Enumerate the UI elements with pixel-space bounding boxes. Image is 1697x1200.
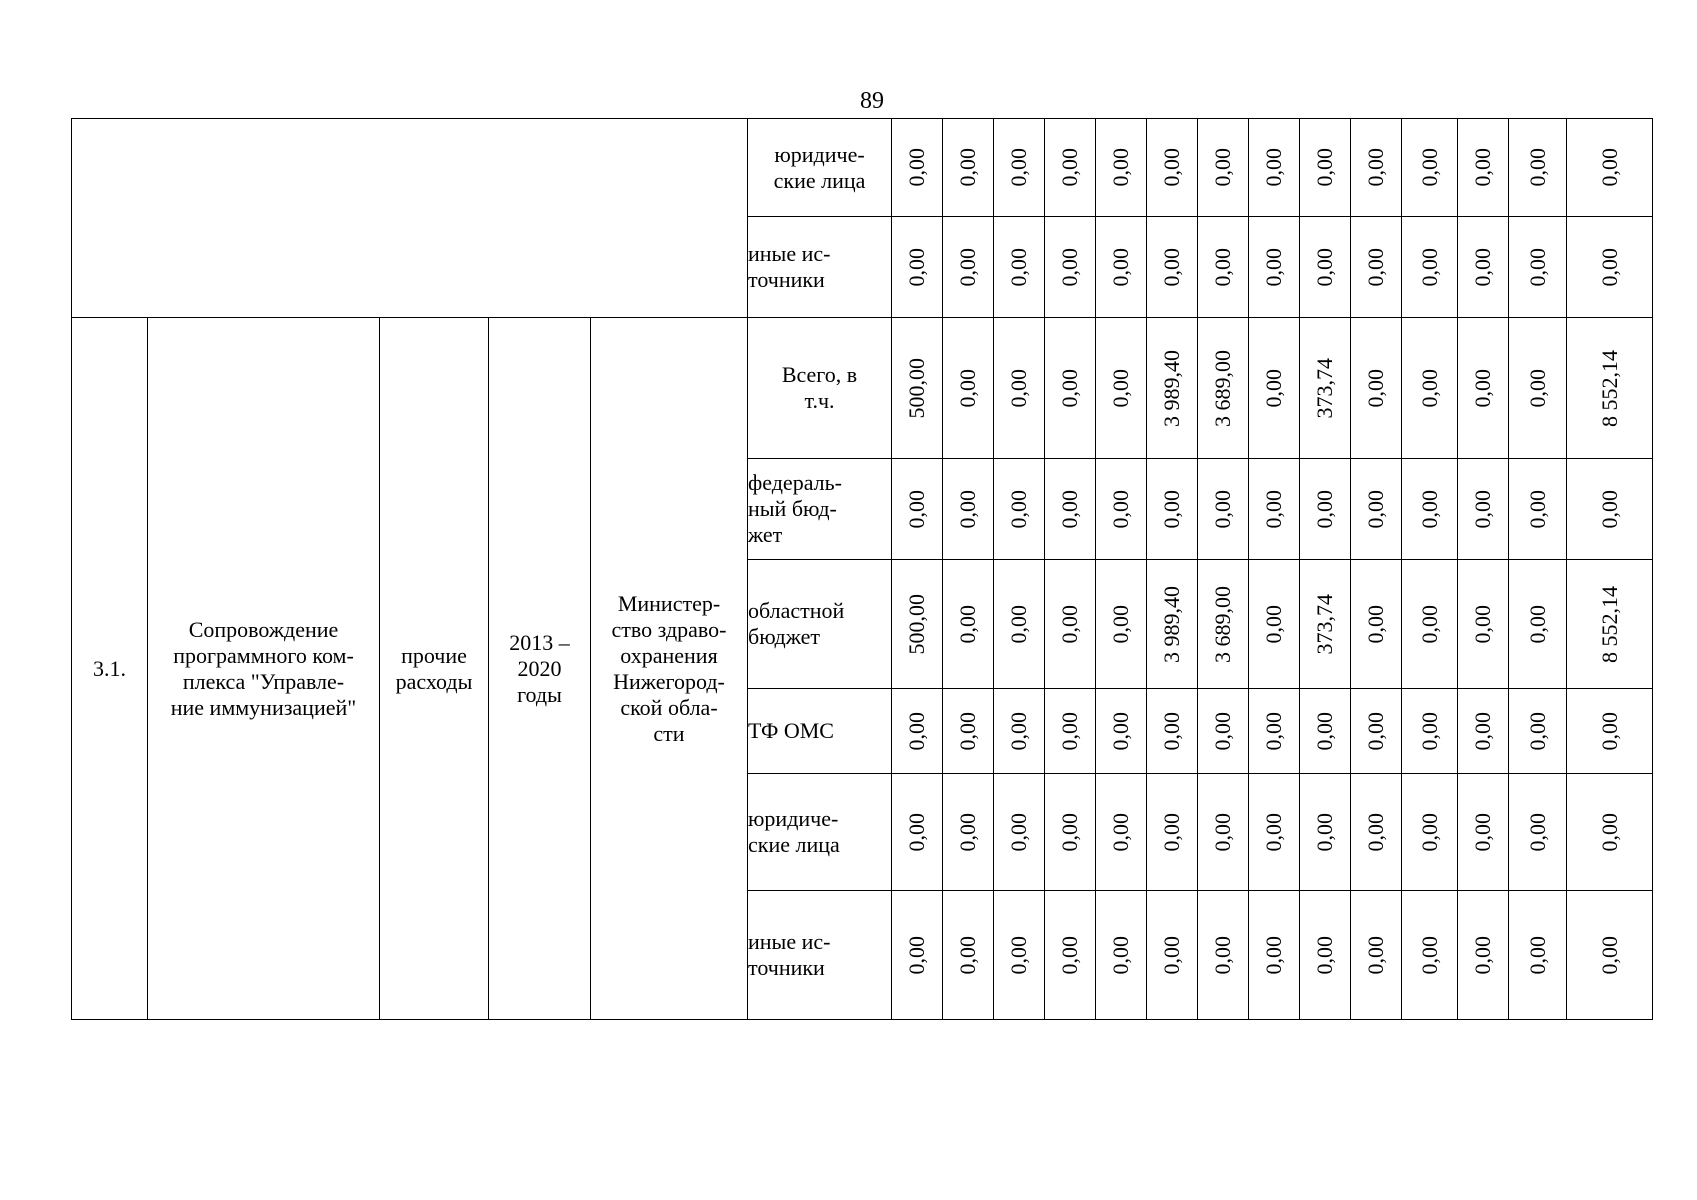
- funding-source-label: иные ис- точники: [748, 241, 831, 292]
- funding-source-cell: [748, 560, 892, 689]
- value-cell: [1147, 689, 1198, 774]
- value-cell: [1351, 774, 1402, 891]
- value-cell: [1045, 774, 1096, 891]
- value-cell: [1198, 689, 1249, 774]
- value-cell: [1300, 119, 1351, 217]
- funding-source-label: Всего, в т.ч.: [781, 362, 858, 413]
- value-cell: [1351, 689, 1402, 774]
- item-name-cell: [148, 318, 380, 1020]
- value-cell: [1300, 459, 1351, 560]
- value-cell: [1045, 689, 1096, 774]
- value-cell: [892, 689, 943, 774]
- value-text: 0,00: [955, 148, 980, 187]
- value-cell: [1458, 689, 1509, 774]
- value-text: 0,00: [1312, 148, 1337, 187]
- value-cell: [1300, 318, 1351, 459]
- value-text: 0,00: [1108, 148, 1133, 187]
- value-text: 0,00: [1470, 711, 1495, 751]
- value-text: 0,00: [1210, 935, 1235, 975]
- value-text: 0,00: [1159, 935, 1184, 975]
- value-cell: [1458, 560, 1509, 689]
- value-cell: [943, 119, 994, 217]
- value-cell: [1198, 459, 1249, 560]
- value-cell: [1402, 891, 1458, 1020]
- value-text: 0,00: [1524, 935, 1550, 975]
- value-cell: [1458, 318, 1509, 459]
- funding-source-label: ТФ ОМС: [748, 718, 834, 743]
- value-text: 0,00: [1108, 368, 1133, 408]
- value-cell: [1509, 459, 1567, 560]
- value-text: 0,00: [955, 247, 980, 287]
- funding-source-cell: [748, 217, 892, 318]
- value-text: 0,00: [1159, 247, 1184, 287]
- value-text: 0,00: [1210, 812, 1235, 852]
- value-text: 0,00: [1159, 812, 1184, 852]
- value-cell: [1147, 217, 1198, 318]
- value-cell: [1567, 560, 1653, 689]
- value-cell: [1147, 774, 1198, 891]
- budget-table: [71, 118, 1653, 1020]
- value-text: 0,00: [1363, 368, 1388, 408]
- value-cell: [1198, 217, 1249, 318]
- value-text: 0,00: [1006, 812, 1031, 852]
- value-cell: [1567, 891, 1653, 1020]
- value-text: 0,00: [1524, 711, 1550, 751]
- value-text: 0,00: [1261, 812, 1286, 852]
- value-text: 0,00: [1057, 604, 1082, 644]
- executor: Министер- ство здраво- охранения Нижегород- ской обла- сти: [611, 590, 727, 746]
- value-cell: [1351, 318, 1402, 459]
- value-cell: [1249, 318, 1300, 459]
- value-text: 500,00: [904, 357, 929, 419]
- value-text: 0,00: [1363, 247, 1388, 287]
- value-cell: [892, 891, 943, 1020]
- value-text: 0,00: [1596, 148, 1622, 187]
- value-cell: [1567, 318, 1653, 459]
- value-cell: [1096, 119, 1147, 217]
- value-text: 0,00: [1416, 247, 1442, 287]
- value-text: 0,00: [1596, 935, 1622, 975]
- value-cell: [1567, 774, 1653, 891]
- table-body: [72, 119, 1653, 1020]
- value-text: 0,00: [1416, 935, 1442, 975]
- value-cell: [1351, 119, 1402, 217]
- value-text: 0,00: [1312, 247, 1337, 287]
- value-cell: [1509, 560, 1567, 689]
- value-text: 0,00: [1210, 247, 1235, 287]
- value-cell: [994, 891, 1045, 1020]
- value-cell: [1198, 119, 1249, 217]
- value-text: 0,00: [1596, 812, 1622, 852]
- value-cell: [1147, 459, 1198, 560]
- item-number: 3.1.: [93, 655, 126, 681]
- value-cell: [1402, 774, 1458, 891]
- value-cell: [1198, 891, 1249, 1020]
- value-cell: [1249, 217, 1300, 318]
- value-cell: [994, 217, 1045, 318]
- value-text: 0,00: [1470, 935, 1495, 975]
- value-cell: [1198, 560, 1249, 689]
- value-text: 0,00: [1312, 489, 1337, 529]
- value-text: 0,00: [1261, 604, 1286, 644]
- value-text: 0,00: [1416, 711, 1442, 751]
- executor-cell: [591, 318, 748, 1020]
- value-cell: [1147, 891, 1198, 1020]
- value-cell: [1147, 560, 1198, 689]
- value-cell: [1402, 459, 1458, 560]
- value-cell: [1249, 459, 1300, 560]
- value-cell: [892, 119, 943, 217]
- period: 2013 – 2020 годы: [509, 629, 570, 707]
- value-cell: [1300, 891, 1351, 1020]
- value-text: 0,00: [1210, 711, 1235, 751]
- value-text: 0,00: [1006, 489, 1031, 529]
- value-cell: [1096, 459, 1147, 560]
- funding-source-cell: [748, 689, 892, 774]
- value-text: 0,00: [1596, 247, 1622, 287]
- value-cell: [994, 774, 1045, 891]
- value-cell: [1096, 774, 1147, 891]
- value-text: 0,00: [1363, 935, 1388, 975]
- value-text: 0,00: [1159, 489, 1184, 529]
- value-text: 0,00: [1057, 935, 1082, 975]
- value-text: 0,00: [1416, 148, 1442, 187]
- funding-source-label: областной бюджет: [748, 598, 845, 649]
- value-text: 0,00: [955, 711, 980, 751]
- value-text: 0,00: [1312, 935, 1337, 975]
- value-cell: [1458, 774, 1509, 891]
- value-text: 0,00: [1312, 812, 1337, 852]
- value-text: 373,74: [1312, 593, 1337, 655]
- funding-source-cell: [748, 318, 892, 459]
- value-text: 0,00: [955, 368, 980, 408]
- value-cell: [1045, 217, 1096, 318]
- value-text: 0,00: [904, 489, 929, 529]
- value-cell: [994, 689, 1045, 774]
- value-cell: [892, 318, 943, 459]
- value-cell: [943, 217, 994, 318]
- value-cell: [1249, 560, 1300, 689]
- value-cell: [1351, 459, 1402, 560]
- value-text: 3 689,00: [1210, 585, 1235, 663]
- value-cell: [1300, 560, 1351, 689]
- value-cell: [943, 774, 994, 891]
- value-cell: [943, 689, 994, 774]
- value-text: 0,00: [1057, 711, 1082, 751]
- period-cell: [489, 318, 591, 1020]
- value-text: 0,00: [1596, 711, 1622, 751]
- value-cell: [1045, 891, 1096, 1020]
- value-cell: [1509, 217, 1567, 318]
- value-cell: [1147, 119, 1198, 217]
- value-cell: [1249, 891, 1300, 1020]
- value-text: 0,00: [904, 812, 929, 852]
- expense-type: прочие расходы: [395, 642, 473, 694]
- funding-source-label: федераль- ный бюд- жет: [748, 470, 842, 547]
- value-cell: [994, 560, 1045, 689]
- value-text: 0,00: [955, 935, 980, 975]
- value-cell: [1458, 891, 1509, 1020]
- value-text: 0,00: [1470, 812, 1495, 852]
- value-text: 8 552,14: [1596, 349, 1622, 427]
- value-text: 0,00: [1057, 247, 1082, 287]
- value-cell: [1096, 891, 1147, 1020]
- value-text: 0,00: [1108, 935, 1133, 975]
- value-text: 0,00: [1006, 604, 1031, 644]
- value-cell: [1045, 119, 1096, 217]
- funding-source-cell: [748, 459, 892, 560]
- value-cell: [1509, 891, 1567, 1020]
- value-text: 500,00: [904, 593, 929, 655]
- value-text: 8 552,14: [1596, 585, 1622, 663]
- funding-source-cell: [748, 774, 892, 891]
- value-cell: [1249, 119, 1300, 217]
- value-text: 3 989,40: [1159, 349, 1184, 427]
- value-cell: [1402, 119, 1458, 217]
- value-cell: [1147, 318, 1198, 459]
- funding-source-cell: [748, 891, 892, 1020]
- value-cell: [1300, 774, 1351, 891]
- value-cell: [1198, 774, 1249, 891]
- value-cell: [892, 560, 943, 689]
- value-text: 0,00: [1416, 368, 1442, 408]
- value-text: 0,00: [1108, 489, 1133, 529]
- value-text: 0,00: [1363, 711, 1388, 751]
- value-cell: [994, 318, 1045, 459]
- value-text: 0,00: [1524, 247, 1550, 287]
- value-text: 0,00: [1261, 489, 1286, 529]
- value-cell: [994, 119, 1045, 217]
- value-cell: [1458, 217, 1509, 318]
- value-cell: [1567, 217, 1653, 318]
- value-cell: [1096, 217, 1147, 318]
- value-text: 0,00: [1261, 148, 1286, 187]
- value-text: 0,00: [904, 935, 929, 975]
- value-text: 0,00: [1261, 247, 1286, 287]
- value-text: 0,00: [1057, 148, 1082, 187]
- value-cell: [1509, 119, 1567, 217]
- value-cell: [1249, 774, 1300, 891]
- value-text: 0,00: [1596, 489, 1622, 529]
- funding-source-cell: [748, 119, 892, 217]
- value-cell: [994, 459, 1045, 560]
- value-cell: [892, 459, 943, 560]
- item-name: Сопровождение программного ком- плекса "Управле- ние иммунизацией": [170, 616, 357, 720]
- value-cell: [1509, 318, 1567, 459]
- value-text: 0,00: [1470, 604, 1495, 644]
- value-text: 0,00: [955, 489, 980, 529]
- value-text: 0,00: [955, 604, 980, 644]
- value-text: 0,00: [1210, 489, 1235, 529]
- value-text: 0,00: [904, 711, 929, 751]
- value-text: 0,00: [1006, 368, 1031, 408]
- value-text: 0,00: [1108, 604, 1133, 644]
- value-cell: [1300, 217, 1351, 318]
- value-text: 0,00: [904, 148, 929, 187]
- value-text: 0,00: [1261, 935, 1286, 975]
- value-text: 0,00: [1159, 711, 1184, 751]
- value-cell: [1402, 689, 1458, 774]
- value-cell: [943, 891, 994, 1020]
- value-text: 0,00: [1470, 247, 1495, 287]
- value-text: 0,00: [1363, 148, 1388, 187]
- value-text: 3 689,00: [1210, 349, 1235, 427]
- value-text: 0,00: [1524, 148, 1550, 187]
- value-cell: [1458, 119, 1509, 217]
- continued-row: [72, 119, 1653, 217]
- value-cell: [1567, 119, 1653, 217]
- value-text: 0,00: [1159, 148, 1184, 187]
- item-number-cell: [72, 318, 148, 1020]
- value-cell: [1458, 459, 1509, 560]
- value-text: 0,00: [1416, 489, 1442, 529]
- value-text: 0,00: [1524, 368, 1550, 408]
- value-cell: [1096, 318, 1147, 459]
- value-cell: [1045, 318, 1096, 459]
- value-cell: [1509, 689, 1567, 774]
- page-number: 89: [860, 88, 884, 114]
- value-text: 0,00: [1057, 812, 1082, 852]
- value-cell: [1096, 689, 1147, 774]
- value-text: 0,00: [1363, 489, 1388, 529]
- value-text: 0,00: [1006, 247, 1031, 287]
- funding-source-label: юридиче- ские лица: [748, 806, 840, 857]
- value-text: 0,00: [1416, 812, 1442, 852]
- value-cell: [1198, 318, 1249, 459]
- value-cell: [1509, 774, 1567, 891]
- value-text: 0,00: [1210, 148, 1235, 187]
- value-text: 0,00: [1363, 812, 1388, 852]
- value-cell: [1567, 689, 1653, 774]
- value-text: 0,00: [1261, 368, 1286, 408]
- value-cell: [892, 774, 943, 891]
- value-text: 0,00: [1312, 711, 1337, 751]
- value-text: 0,00: [1261, 711, 1286, 751]
- value-text: 0,00: [955, 812, 980, 852]
- value-text: 0,00: [1524, 489, 1550, 529]
- value-text: 0,00: [1006, 935, 1031, 975]
- value-text: 0,00: [1470, 489, 1495, 529]
- value-text: 0,00: [1006, 711, 1031, 751]
- value-cell: [1249, 689, 1300, 774]
- value-text: 0,00: [1363, 604, 1388, 644]
- value-text: 0,00: [904, 247, 929, 287]
- continued-blank-cell: [72, 119, 748, 318]
- value-text: 0,00: [1057, 489, 1082, 529]
- value-cell: [1045, 560, 1096, 689]
- value-cell: [1402, 217, 1458, 318]
- value-text: 0,00: [1006, 148, 1031, 187]
- value-text: 373,74: [1312, 357, 1337, 419]
- value-cell: [1402, 560, 1458, 689]
- value-cell: [1351, 560, 1402, 689]
- value-cell: [1351, 217, 1402, 318]
- value-cell: [943, 459, 994, 560]
- value-text: 0,00: [1470, 148, 1495, 187]
- value-cell: [943, 318, 994, 459]
- expense-type-cell: [380, 318, 489, 1020]
- value-cell: [892, 217, 943, 318]
- value-cell: [1096, 560, 1147, 689]
- value-text: 0,00: [1108, 711, 1133, 751]
- value-cell: [1402, 318, 1458, 459]
- value-text: 0,00: [1057, 368, 1082, 408]
- value-text: 0,00: [1416, 604, 1442, 644]
- funding-source-label: иные ис- точники: [748, 929, 831, 980]
- value-text: 3 989,40: [1159, 585, 1184, 663]
- value-cell: [1045, 459, 1096, 560]
- item-row: [72, 318, 1653, 459]
- value-cell: [1300, 689, 1351, 774]
- value-text: 0,00: [1470, 368, 1495, 408]
- value-cell: [943, 560, 994, 689]
- value-cell: [1567, 459, 1653, 560]
- value-cell: [1351, 891, 1402, 1020]
- value-text: 0,00: [1524, 812, 1550, 852]
- value-text: 0,00: [1108, 812, 1133, 852]
- value-text: 0,00: [1108, 247, 1133, 287]
- funding-source-label: юридиче- ские лица: [773, 141, 866, 193]
- value-text: 0,00: [1524, 604, 1550, 644]
